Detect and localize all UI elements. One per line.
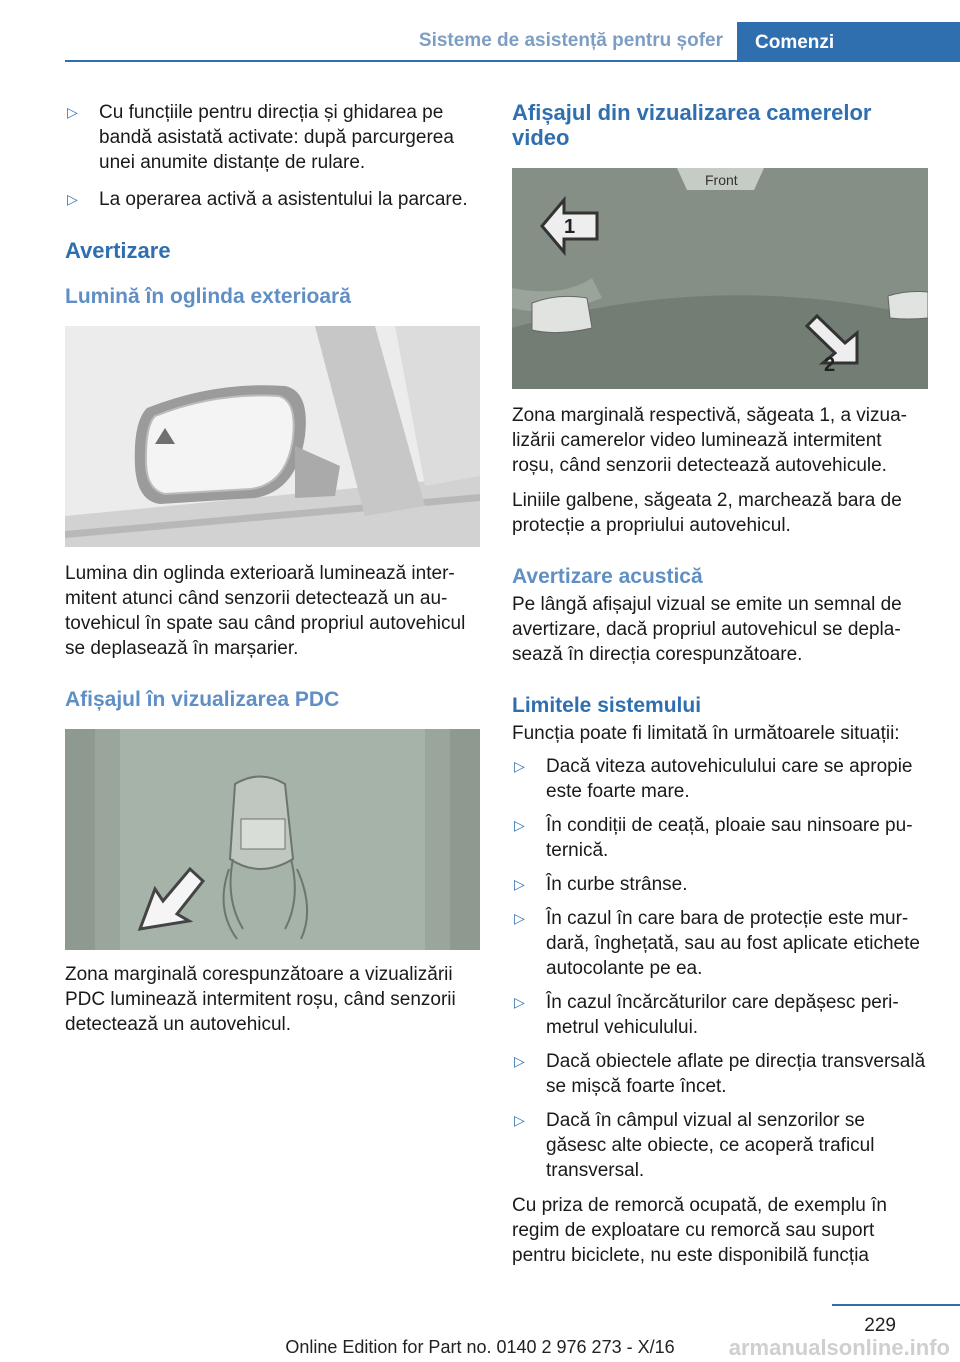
list-item	[512, 754, 928, 804]
camera-illustration-graphic	[512, 168, 928, 389]
camera-arrow-2-label: 2	[824, 354, 836, 376]
header-section-title: Sisteme de asistență pentru șofer	[418, 30, 723, 51]
triangle-bullet-icon: ▷	[514, 994, 525, 1010]
triangle-bullet-icon: ▷	[514, 758, 525, 774]
list-item-text: Dacă în câmpul vizual al senzorilor se găsesc alte obiecte, ce acoperă traficul transversal.	[546, 1110, 875, 1181]
list-item	[512, 1049, 928, 1099]
limits-intro: Funcția poate fi limitată în următoarele situații:	[512, 723, 900, 744]
list-item	[512, 872, 928, 897]
edition-line: Online Edition for Part no. 0140 2 976 273 - X/16	[285, 1337, 675, 1357]
list-item-text: Dacă viteza autovehiculului care se apropie este foarte mare.	[546, 756, 913, 802]
camera-paragraph-2: Liniile galbene, săgeata 2, marchează bara de protecție a propriului autovehicul.	[512, 490, 902, 536]
list-item-text: Dacă obiectele aflate pe direcția transversală se mișcă foarte încet.	[546, 1051, 926, 1097]
page-number: 229	[864, 1315, 896, 1336]
bullet-list-top	[65, 100, 480, 212]
footer-rule	[832, 1304, 960, 1306]
header-rule	[65, 60, 960, 62]
list-item-text: În cazul încărcăturilor care depășesc perimetrul vehiculului.	[546, 992, 899, 1038]
pdc-illustration-graphic	[65, 729, 480, 950]
list-item	[65, 100, 480, 175]
watermark: armanualsonline.info	[728, 1335, 950, 1360]
triangle-bullet-icon: ▷	[514, 876, 525, 892]
list-item	[512, 1108, 928, 1183]
pdc-paragraph: Zona marginală corespunzătoare a vizualizării PDC luminează intermitent roșu, când senzorii detectează un autovehicul.	[65, 964, 456, 1035]
triangle-bullet-icon: ▷	[514, 910, 525, 926]
heading-camera-view: Afișajul din vizualizarea camerelor video	[512, 100, 872, 150]
heading-acoustic-warning: Avertizare acustică	[512, 565, 703, 588]
heading-mirror-light: Lumină în oglinda exterioară	[65, 285, 351, 308]
list-item-text: În condiții de ceață, ploaie sau ninsoare puternică.	[546, 815, 913, 861]
camera-illustration	[512, 168, 928, 389]
list-item	[512, 990, 928, 1040]
camera-front-label: Front	[705, 172, 738, 188]
triangle-bullet-icon: ▷	[67, 104, 78, 120]
heading-pdc-view: Afișajul în vizualizarea PDC	[65, 688, 340, 711]
list-item-text: În cazul în care bara de protecție este murdară, înghețată, sau au fost aplicate etichete autocolante pe ea.	[546, 908, 920, 979]
list-item-text: În curbe strânse.	[546, 874, 688, 895]
triangle-bullet-icon: ▷	[514, 1112, 525, 1128]
right-column	[512, 100, 928, 1268]
left-column	[65, 100, 480, 1037]
triangle-bullet-icon: ▷	[514, 817, 525, 833]
camera-arrow-1-label: 1	[564, 216, 576, 238]
list-item-text: La operarea activă a asistentului la parcare.	[99, 189, 468, 210]
triangle-bullet-icon: ▷	[514, 1053, 525, 1069]
list-item-text: Cu funcțiile pentru direcția și ghidarea pe bandă asistată activate: după parcurgerea unei anumite distanțe de rulare.	[99, 102, 454, 173]
list-item	[512, 906, 928, 981]
triangle-bullet-icon: ▷	[67, 191, 78, 207]
list-item	[512, 813, 928, 863]
mirror-paragraph: Lumina din oglinda exterioară luminează intermitent atunci când senzorii detectează un autovehicul în spate sau când propriul autovehicul se deplasează în marșarier.	[65, 563, 466, 659]
acoustic-paragraph: Pe lângă afișajul vizual se emite un semnal de avertizare, dacă propriul autovehicul se deplasează în direcția corespunzătoare.	[512, 594, 902, 665]
trailer-paragraph: Cu priza de remorcă ocupată, de exemplu în regim de exploatare cu remorcă sau suport pentru biciclete, nu este disponibilă funcția	[512, 1195, 887, 1266]
mirror-illustration	[65, 326, 480, 547]
heading-system-limits: Limitele sistemului	[512, 694, 702, 717]
mirror-illustration-graphic	[65, 326, 480, 547]
limits-list	[512, 754, 928, 1183]
heading-warning: Avertizare	[65, 238, 171, 263]
header-chapter-tab: Comenzi	[737, 22, 960, 62]
list-item	[65, 187, 480, 212]
pdc-illustration	[65, 729, 480, 950]
camera-paragraph-1: Zona marginală respectivă, săgeata 1, a vizualizării camerelor video luminează intermitent roșu, când senzorii detectează autovehicule.	[512, 405, 907, 476]
